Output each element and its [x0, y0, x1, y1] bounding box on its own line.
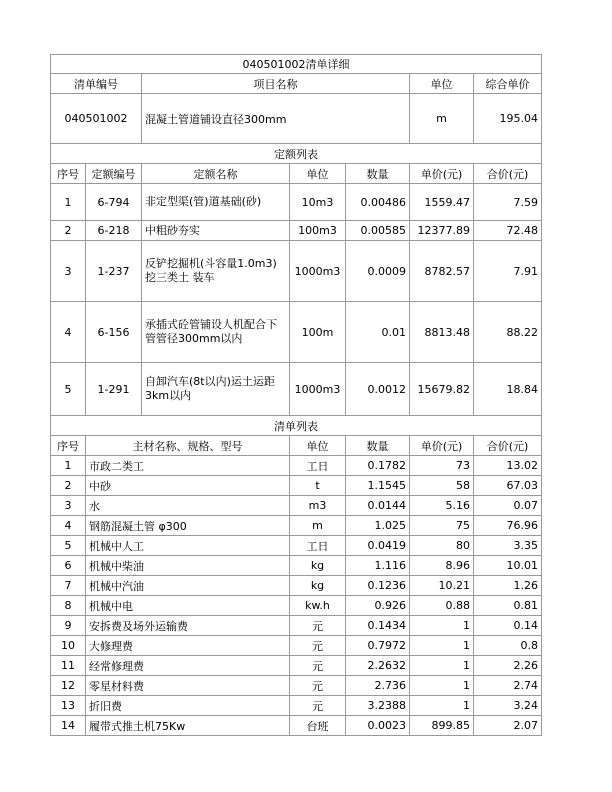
mat-total: 0.8 — [474, 636, 542, 656]
item-price: 195.04 — [474, 94, 542, 144]
quota-col-qty: 数量 — [346, 164, 410, 184]
mat-col-name: 主材名称、规格、型号 — [86, 436, 290, 456]
mat-total: 0.07 — [474, 496, 542, 516]
mat-qty: 2.736 — [346, 676, 410, 696]
quota-price: 1559.47 — [410, 184, 474, 221]
mat-unit: 台班 — [290, 716, 346, 736]
quota-code: 6-156 — [86, 302, 142, 363]
quota-code: 6-794 — [86, 184, 142, 221]
mat-name: 市政二类工 — [86, 456, 290, 476]
quota-section-title: 定额列表 — [51, 144, 542, 164]
mat-qty: 2.2632 — [346, 656, 410, 676]
quota-total: 88.22 — [474, 302, 542, 363]
mat-name: 履带式推土机75Kw — [86, 716, 290, 736]
mat-price: 5.16 — [410, 496, 474, 516]
quota-col-no: 序号 — [51, 164, 86, 184]
mat-qty: 0.7972 — [346, 636, 410, 656]
material-row — [51, 596, 542, 616]
material-row — [51, 616, 542, 636]
mat-unit: 元 — [290, 616, 346, 636]
mat-no: 12 — [51, 676, 86, 696]
quota-code: 1-237 — [86, 241, 142, 302]
mat-col-unit: 单位 — [290, 436, 346, 456]
mat-qty: 0.0144 — [346, 496, 410, 516]
mat-price: 899.85 — [410, 716, 474, 736]
mat-name: 机械中电 — [86, 596, 290, 616]
quota-name: 自卸汽车(8t以内)运土运距3km以内 — [142, 363, 290, 416]
mat-qty: 3.2388 — [346, 696, 410, 716]
mat-unit: kw.h — [290, 596, 346, 616]
quota-no: 3 — [51, 241, 86, 302]
material-row — [51, 476, 542, 496]
mat-price: 1 — [410, 616, 474, 636]
quota-col-name: 定额名称 — [142, 164, 290, 184]
material-row — [51, 556, 542, 576]
quota-row — [51, 221, 542, 241]
mat-unit: m — [290, 516, 346, 536]
quota-row — [51, 363, 542, 416]
quota-row — [51, 302, 542, 363]
mat-no: 3 — [51, 496, 86, 516]
mat-unit: 元 — [290, 696, 346, 716]
quota-col-unit: 单位 — [290, 164, 346, 184]
material-row — [51, 496, 542, 516]
mat-no: 1 — [51, 456, 86, 476]
mat-qty: 0.1782 — [346, 456, 410, 476]
mat-col-price: 单价(元) — [410, 436, 474, 456]
mat-price: 10.21 — [410, 576, 474, 596]
mat-price: 1 — [410, 676, 474, 696]
mat-price: 75 — [410, 516, 474, 536]
mat-name: 机械中人工 — [86, 536, 290, 556]
mat-name: 经常修理费 — [86, 656, 290, 676]
quota-qty: 0.00585 — [346, 221, 410, 241]
mat-unit: 工日 — [290, 536, 346, 556]
mat-price: 0.88 — [410, 596, 474, 616]
quota-qty: 0.0012 — [346, 363, 410, 416]
quota-no: 5 — [51, 363, 86, 416]
quota-total: 7.91 — [474, 241, 542, 302]
quota-col-price: 单价(元) — [410, 164, 474, 184]
mat-name: 零星材料费 — [86, 676, 290, 696]
item-name: 混凝土管道铺设直径300mm — [142, 94, 410, 144]
mat-price: 80 — [410, 536, 474, 556]
material-row — [51, 636, 542, 656]
material-row — [51, 716, 542, 736]
mat-col-total: 合价(元) — [474, 436, 542, 456]
mat-name: 折旧费 — [86, 696, 290, 716]
quota-col-total: 合价(元) — [474, 164, 542, 184]
quota-price: 8782.57 — [410, 241, 474, 302]
quota-no: 4 — [51, 302, 86, 363]
mat-qty: 0.926 — [346, 596, 410, 616]
mat-price: 58 — [410, 476, 474, 496]
mat-qty: 0.1236 — [346, 576, 410, 596]
quota-unit: 100m3 — [290, 221, 346, 241]
unit-header: 单位 — [410, 74, 474, 94]
mat-price: 1 — [410, 656, 474, 676]
mat-qty: 0.0419 — [346, 536, 410, 556]
code-header: 清单编号 — [51, 74, 142, 94]
mat-price: 1 — [410, 696, 474, 716]
quota-no: 1 — [51, 184, 86, 221]
item-code: 040501002 — [51, 94, 142, 144]
mat-col-qty: 数量 — [346, 436, 410, 456]
materials-section-title: 清单列表 — [51, 416, 542, 436]
mat-total: 0.14 — [474, 616, 542, 636]
mat-no: 6 — [51, 556, 86, 576]
mat-unit: kg — [290, 556, 346, 576]
mat-price: 1 — [410, 636, 474, 656]
quota-name: 中粗砂夯实 — [142, 221, 290, 241]
mat-price: 73 — [410, 456, 474, 476]
quota-qty: 0.0009 — [346, 241, 410, 302]
mat-unit: kg — [290, 576, 346, 596]
quota-name: 非定型渠(管)道基础(砂) — [142, 184, 290, 221]
mat-total: 2.07 — [474, 716, 542, 736]
mat-unit: 元 — [290, 676, 346, 696]
mat-qty: 1.025 — [346, 516, 410, 536]
mat-qty: 1.116 — [346, 556, 410, 576]
material-row — [51, 536, 542, 556]
quota-qty: 0.00486 — [346, 184, 410, 221]
quota-total: 7.59 — [474, 184, 542, 221]
mat-no: 8 — [51, 596, 86, 616]
mat-name: 水 — [86, 496, 290, 516]
quota-col-code: 定额编号 — [86, 164, 142, 184]
quota-price: 8813.48 — [410, 302, 474, 363]
quota-price: 15679.82 — [410, 363, 474, 416]
mat-unit: 元 — [290, 656, 346, 676]
mat-name: 钢筋混凝土管 φ300 — [86, 516, 290, 536]
mat-name: 机械中柴油 — [86, 556, 290, 576]
mat-no: 14 — [51, 716, 86, 736]
quota-total: 18.84 — [474, 363, 542, 416]
mat-col-no: 序号 — [51, 436, 86, 456]
mat-no: 5 — [51, 536, 86, 556]
quota-unit: 1000m3 — [290, 241, 346, 302]
mat-total: 3.35 — [474, 536, 542, 556]
quota-code: 1-291 — [86, 363, 142, 416]
material-row — [51, 576, 542, 596]
material-row — [51, 676, 542, 696]
material-row — [51, 456, 542, 476]
mat-total: 13.02 — [474, 456, 542, 476]
quota-unit: 1000m3 — [290, 363, 346, 416]
mat-total: 2.74 — [474, 676, 542, 696]
mat-no: 9 — [51, 616, 86, 636]
material-row — [51, 516, 542, 536]
quota-price: 12377.89 — [410, 221, 474, 241]
mat-total: 2.26 — [474, 656, 542, 676]
mat-qty: 1.1545 — [346, 476, 410, 496]
mat-unit: t — [290, 476, 346, 496]
mat-price: 8.96 — [410, 556, 474, 576]
mat-total: 10.01 — [474, 556, 542, 576]
mat-no: 7 — [51, 576, 86, 596]
price-header: 综合单价 — [474, 74, 542, 94]
mat-unit: m3 — [290, 496, 346, 516]
mat-no: 4 — [51, 516, 86, 536]
mat-no: 13 — [51, 696, 86, 716]
quota-qty: 0.01 — [346, 302, 410, 363]
page-title: 040501002清单详细 — [51, 55, 542, 74]
item-unit: m — [410, 94, 474, 144]
mat-name: 中砂 — [86, 476, 290, 496]
name-header: 项目名称 — [142, 74, 410, 94]
quota-no: 2 — [51, 221, 86, 241]
mat-total: 76.96 — [474, 516, 542, 536]
mat-total: 67.03 — [474, 476, 542, 496]
quota-name: 承插式砼管铺设人机配合下管管径300mm以内 — [142, 302, 290, 363]
mat-qty: 0.0023 — [346, 716, 410, 736]
mat-name: 机械中汽油 — [86, 576, 290, 596]
mat-total: 1.26 — [474, 576, 542, 596]
quota-unit: 10m3 — [290, 184, 346, 221]
mat-name: 大修理费 — [86, 636, 290, 656]
mat-no: 11 — [51, 656, 86, 676]
material-row — [51, 696, 542, 716]
mat-total: 0.81 — [474, 596, 542, 616]
quota-total: 72.48 — [474, 221, 542, 241]
mat-unit: 工日 — [290, 456, 346, 476]
mat-no: 2 — [51, 476, 86, 496]
quota-row — [51, 184, 542, 221]
material-row — [51, 656, 542, 676]
mat-no: 10 — [51, 636, 86, 656]
mat-unit: 元 — [290, 636, 346, 656]
quota-unit: 100m — [290, 302, 346, 363]
quota-row — [51, 241, 542, 302]
mat-total: 3.24 — [474, 696, 542, 716]
mat-qty: 0.1434 — [346, 616, 410, 636]
quota-name: 反铲挖掘机(斗容量1.0m3)挖三类土 装车 — [142, 241, 290, 302]
quota-code: 6-218 — [86, 221, 142, 241]
mat-name: 安拆费及场外运输费 — [86, 616, 290, 636]
detail-table — [50, 54, 542, 736]
